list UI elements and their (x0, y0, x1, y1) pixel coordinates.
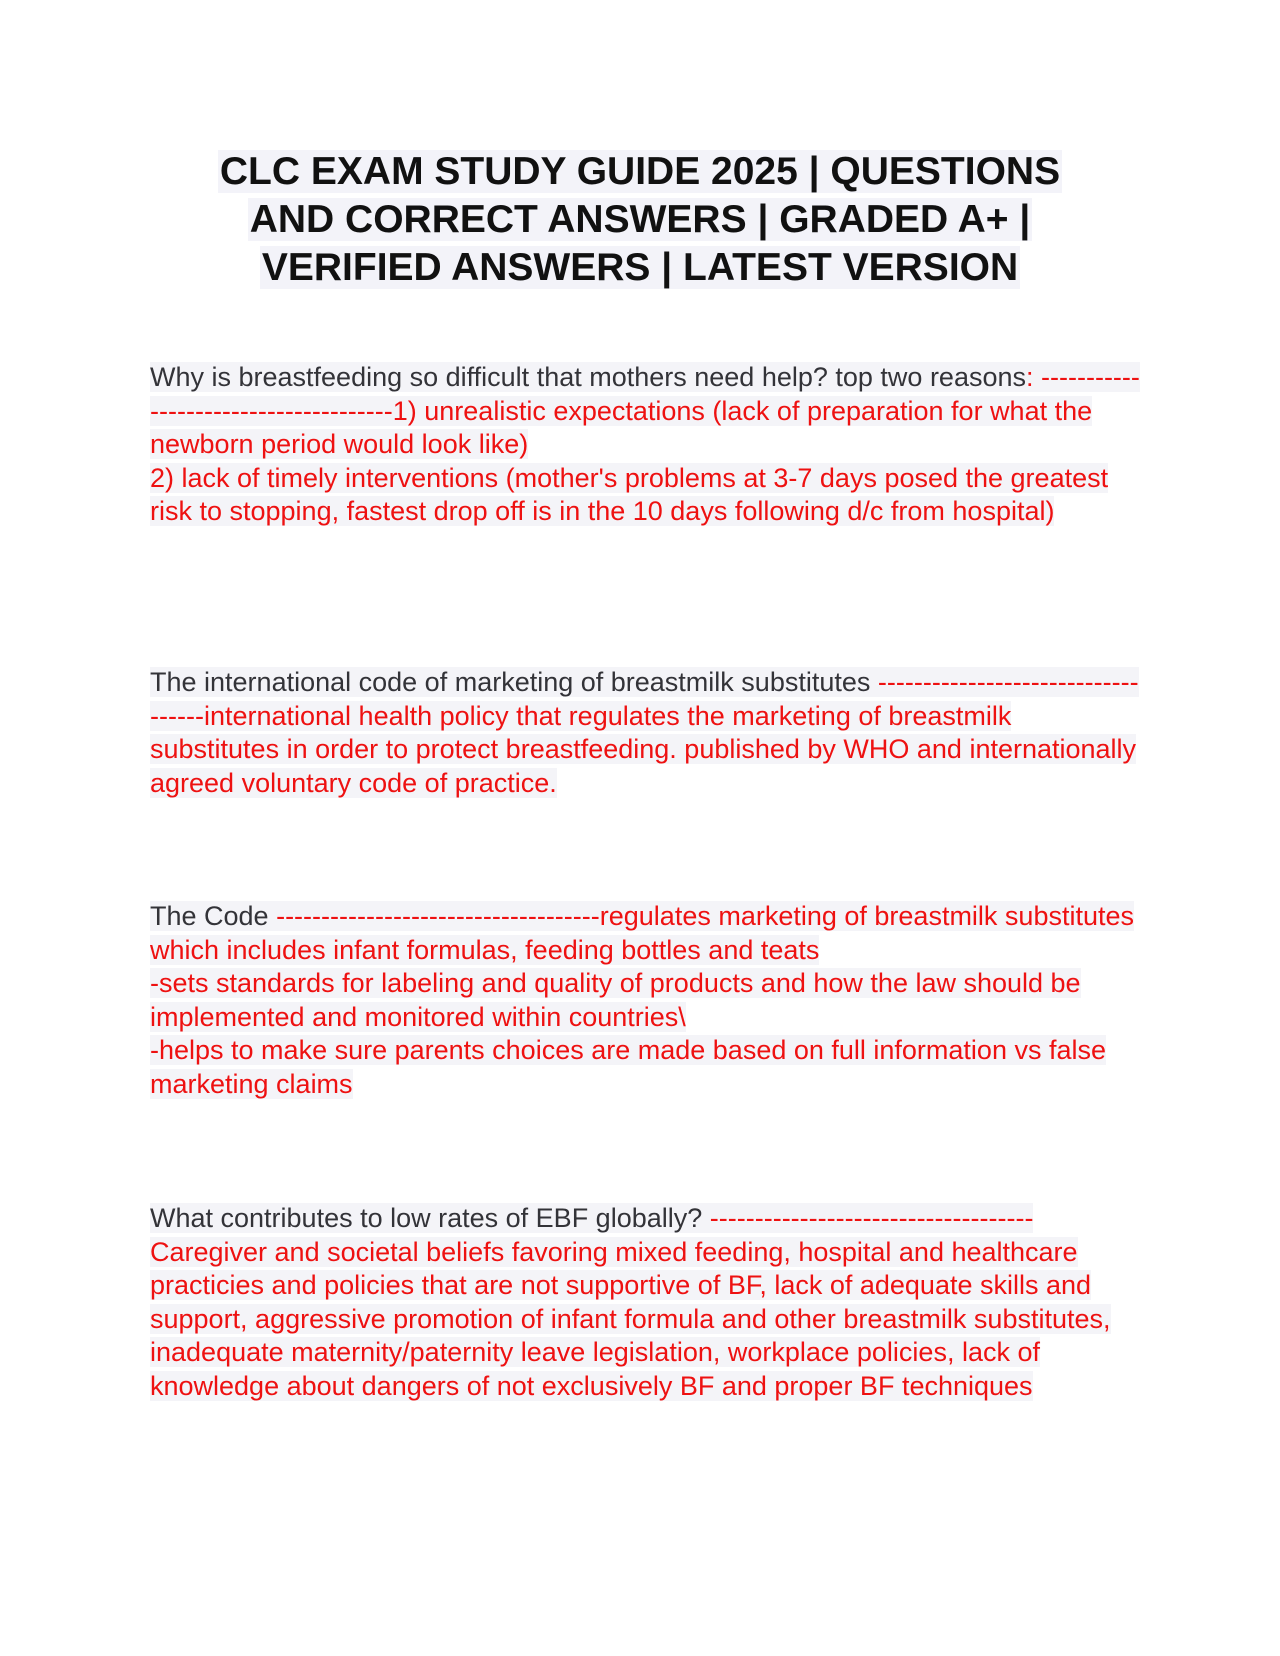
answer-text: -helps to make sure parents choices are made based on full information vs false marketing claims (150, 1035, 1106, 1099)
answer-text: -----------------------------------international health policy that regulates the marketing of breastmilk substitutes in order to protect breastfeeding. published by WHO and internationally agreed voluntary code of practice. (150, 667, 1139, 798)
document-title (150, 148, 1130, 292)
qa-entry (150, 361, 1140, 529)
title-line-1: CLC EXAM STUDY GUIDE 2025 | QUESTIONS (219, 150, 1061, 193)
answer-text: 2) lack of timely interventions (mother's problems at 3-7 days posed the greatest risk to stopping, fastest drop off is in the 10 days following d/c from hospital) (150, 462, 1109, 527)
question-text: Why is breastfeeding so difficult that mothers need help? top two reasons (150, 362, 1026, 392)
answer-text: ------------------------------------regulates marketing of breastmilk substitutes which includes infant formulas, feeding bottles and teats (150, 901, 1135, 965)
question-text: What contributes to low rates of EBF globally? (150, 1203, 710, 1233)
answer-text: : --------------------------------------1) unrealistic expectations (lack of preparation for what the newborn period would look like) (150, 362, 1140, 460)
title-line-2: AND CORRECT ANSWERS | GRADED A+ | (249, 198, 1031, 241)
question-text: The international code of marketing of breastmilk substitutes (150, 667, 878, 697)
answer-text: ------------------------------------Caregiver and societal beliefs favoring mixed feeding, hospital and healthcare practicies and policies that are not supportive of BF, lack of adequate skills and support, aggressive promotion of infant formula and other breastmilk substitutes, inadequate maternity/paternity leave legislation, workplace policies, lack of knowledge about dangers of not exclusively BF and proper BF techniques (150, 1203, 1111, 1401)
answer-text: -sets standards for labeling and quality of products and how the law should be implemented and monitored within countries\ (150, 968, 1081, 1032)
title-line-3: VERIFIED ANSWERS | LATEST VERSION (261, 246, 1019, 289)
qa-entry (150, 666, 1140, 800)
question-text: The Code (150, 901, 277, 931)
qa-entry (150, 900, 1140, 1102)
qa-entry (150, 1202, 1140, 1404)
